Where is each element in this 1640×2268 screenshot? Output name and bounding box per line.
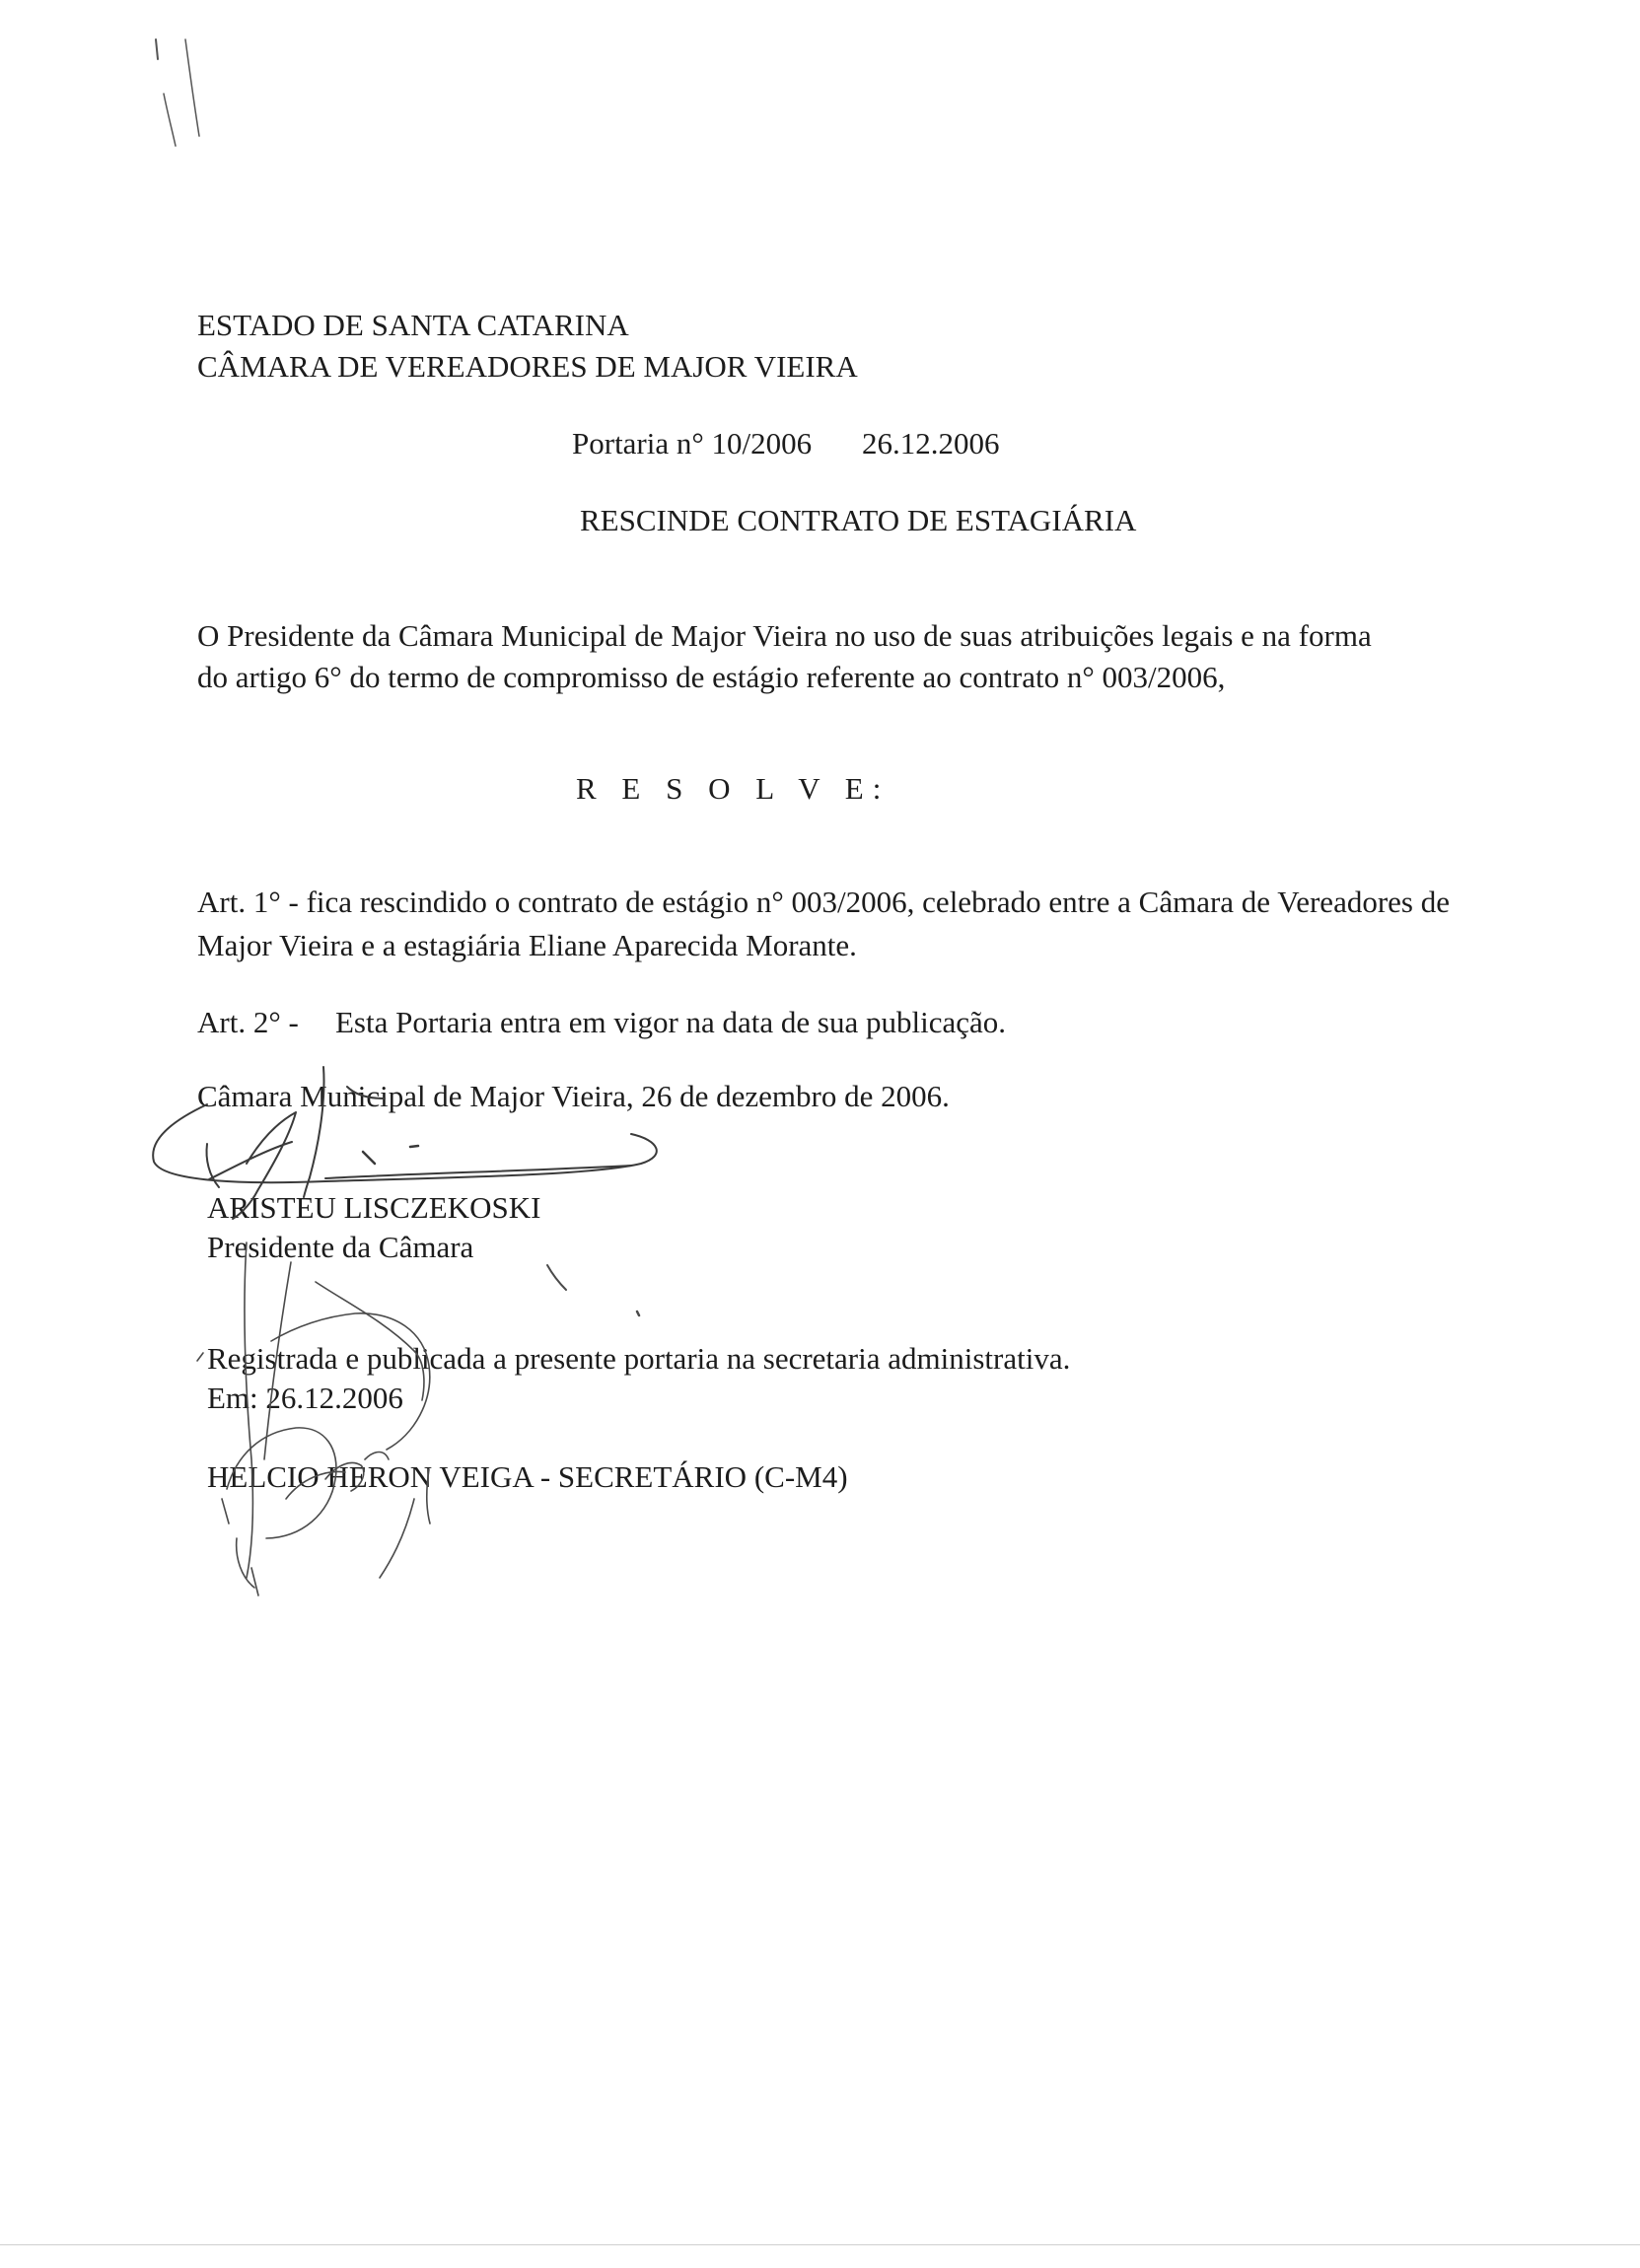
article-2-text: Esta Portaria entra em vigor na data de sua publicação. xyxy=(335,1005,1007,1039)
scan-mark xyxy=(156,39,158,59)
president-name: ARISTEU LISCZEKOSKI xyxy=(207,1190,541,1225)
scan-mark xyxy=(164,94,176,146)
place-and-date: Câmara Municipal de Major Vieira, 26 de dezembro de 2006. xyxy=(197,1079,950,1113)
document-subject: RESCINDE CONTRATO DE ESTAGIÁRIA xyxy=(580,503,1137,537)
portaria-number: Portaria n° 10/2006 xyxy=(572,426,813,461)
article-1: Art. 1° - fica rescindido o contrato de estágio n° 003/2006, celebrado entre a Câmara de Vereadores de Major Vieira e a estagiária Eliane Aparecida Morante. xyxy=(197,885,1450,962)
resolve-heading: R E S O L V E: xyxy=(576,771,891,806)
secretary-name: HELCIO HERON VEIGA - SECRETÁRIO (C-M4) xyxy=(207,1459,848,1494)
article-2-prefix: Art. 2° - xyxy=(197,1005,299,1039)
secretary-signature xyxy=(197,1242,639,1595)
page-bottom-edge xyxy=(0,2244,1640,2245)
scan-mark xyxy=(185,39,199,136)
registration-date: Em: 26.12.2006 xyxy=(207,1381,403,1415)
preamble-line-2: do artigo 6° do termo de compromisso de estágio referente ao contrato n° 003/2006, xyxy=(197,660,1226,694)
preamble-line-1: O Presidente da Câmara Municipal de Major Vieira no uso de suas atribuições legais e na forma xyxy=(197,618,1372,653)
state-heading: ESTADO DE SANTA CATARINA xyxy=(197,308,629,342)
president-title: Presidente da Câmara xyxy=(207,1230,474,1264)
portaria-date: 26.12.2006 xyxy=(862,426,1000,461)
registration-text: Registrada e publicada a presente portaria na secretaria administrativa. xyxy=(207,1341,1071,1376)
chamber-heading: CÂMARA DE VEREADORES DE MAJOR VIEIRA xyxy=(197,349,858,384)
